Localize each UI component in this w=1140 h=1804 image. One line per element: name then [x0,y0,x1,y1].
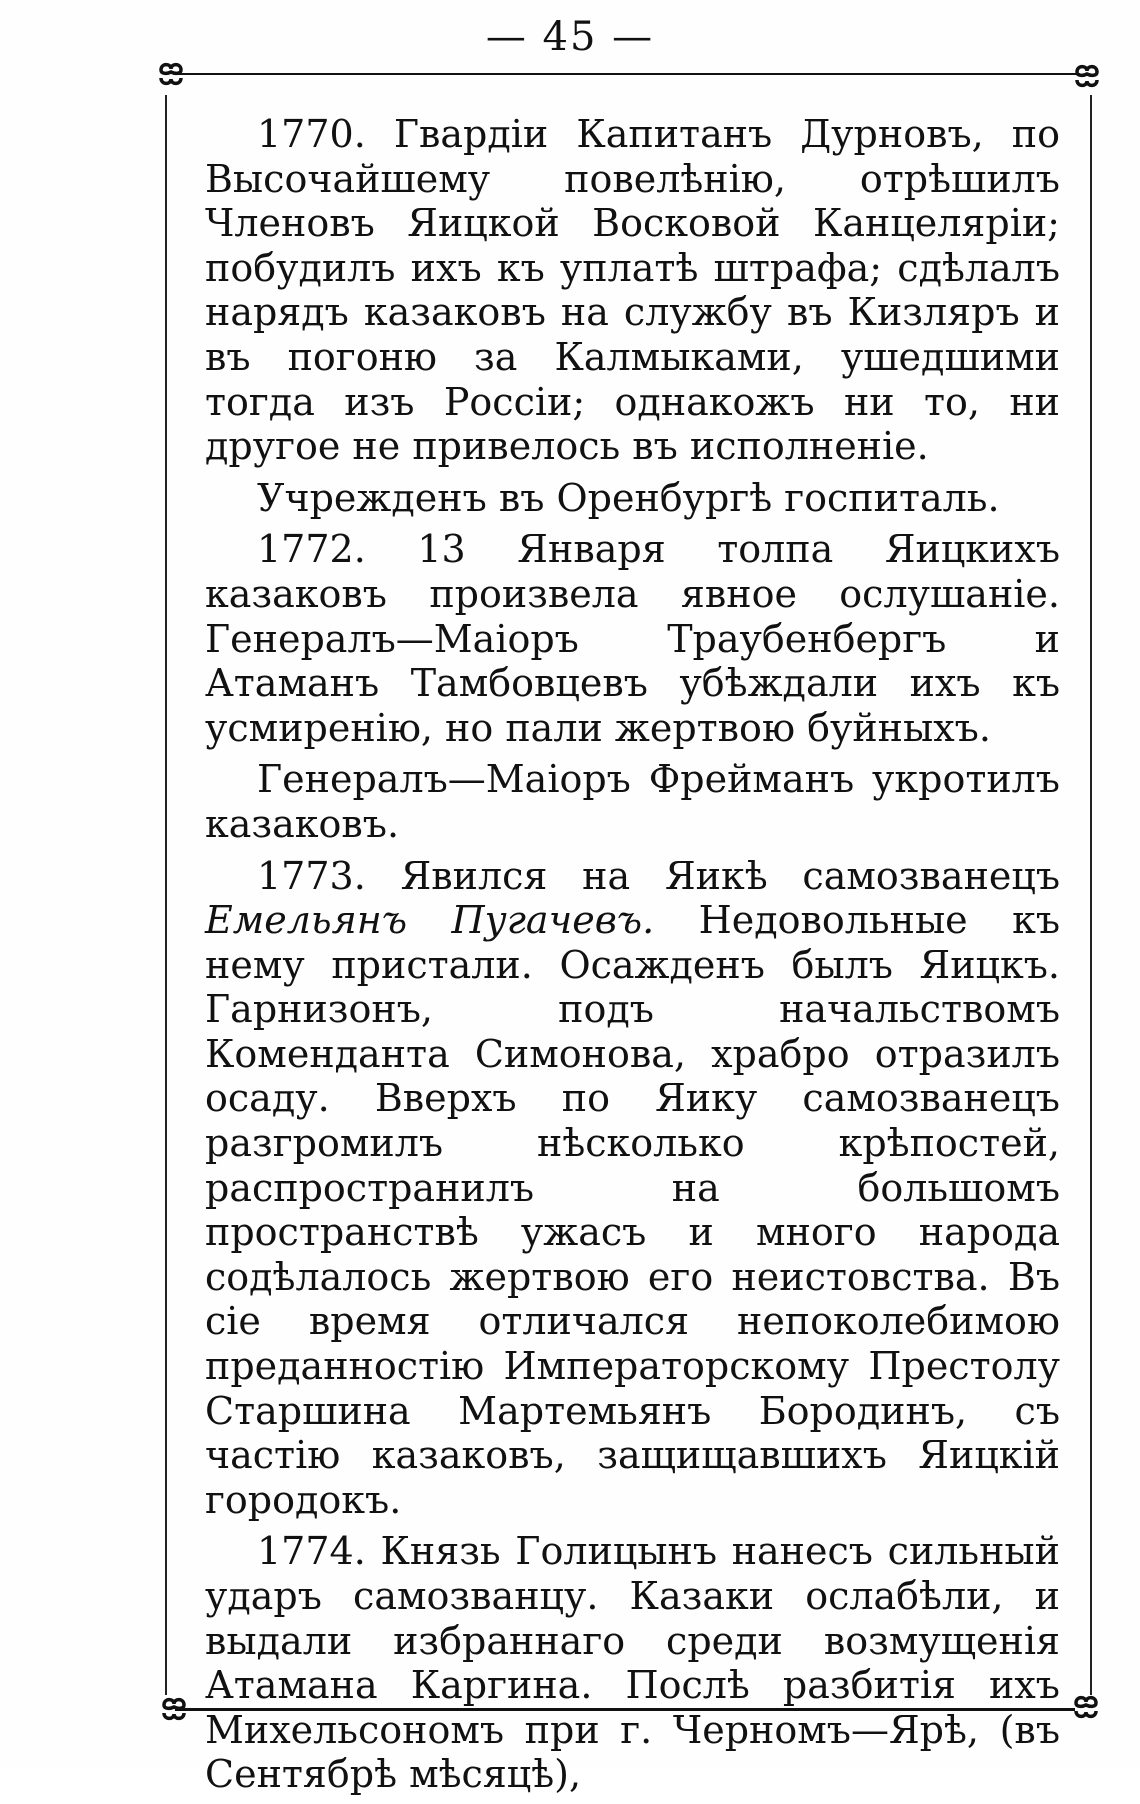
curl-ornament-icon [160,1695,188,1723]
curl-ornament-icon [1072,1693,1100,1721]
paragraph-1773-rest: Недовольные къ нему пристали. Осажденъ былъ Яицкъ. Гарнизонъ, подъ начальствомъ Коменданта Симонова, храбро отразилъ осаду. Вверхъ по Яику самозванецъ разгромилъ нѣсколько крѣпостей, распространилъ на большомъ пространствѣ ужасъ и много народа содѣлалось жертвою его неистовства. Въ сіе время отличался непоколебимою преданностію Императорскому Престолу Старшина Мартемьянъ Бородинъ, съ частію казаковъ, защищавшихъ Яицкій городокъ. [205,898,1060,1522]
paragraph-1770: 1770. Гвардіи Капитанъ Дурновъ, по Высочайшему повелѣнію, отрѣшилъ Членовъ Яицкой Восковой Канцеляріи; побудилъ ихъ къ уплатѣ штрафа; сдѣлалъ нарядъ казаковъ на службу въ Кизляръ и въ погоню за Калмыками, ушедшими тогда изъ Россіи; однакожъ ни то, ни другое не привелось въ исполненіе. [205,112,1060,469]
paragraph-1774: 1774. Князь Голицынъ нанесъ сильный ударъ самозванцу. Казаки ослабѣли, и выдали избраннаго среди возмущенія Атамана Каргина. Послѣ разбитія ихъ Михельсономъ при г. Черномъ—Ярѣ, (въ Сентябрѣ мѣсяцѣ), [205,1529,1060,1797]
top-rule [175,73,1080,75]
right-rule [1090,95,1092,1695]
paragraph-hospital: Учрежденъ въ Оренбургѣ госпиталь. [257,475,1000,520]
curl-ornament-icon [157,60,185,88]
paragraph-1773 [205,854,1060,1523]
paragraph-1773-start: 1773. Явился на Яикѣ самозванецъ [257,853,1060,898]
curl-ornament-icon [1073,62,1101,90]
paragraph-freyman: Генералъ—Маіоръ Фрейманъ укротилъ казаковъ. [205,757,1060,846]
body-text [205,112,1060,1804]
pugachev-name: Емельянъ Пугачевъ. [205,898,655,943]
paragraph-1772: 1772. 13 Января толпа Яицкихъ казаковъ произвела явное ослушаніе. Генералъ—Маіоръ Траубенбергъ и Атаманъ Тамбовцевъ убѣждали ихъ къ усмиренію, но пали жертвою буйныхъ. [205,527,1060,750]
page-number: — 45 — [485,14,655,60]
left-rule [165,95,167,1695]
